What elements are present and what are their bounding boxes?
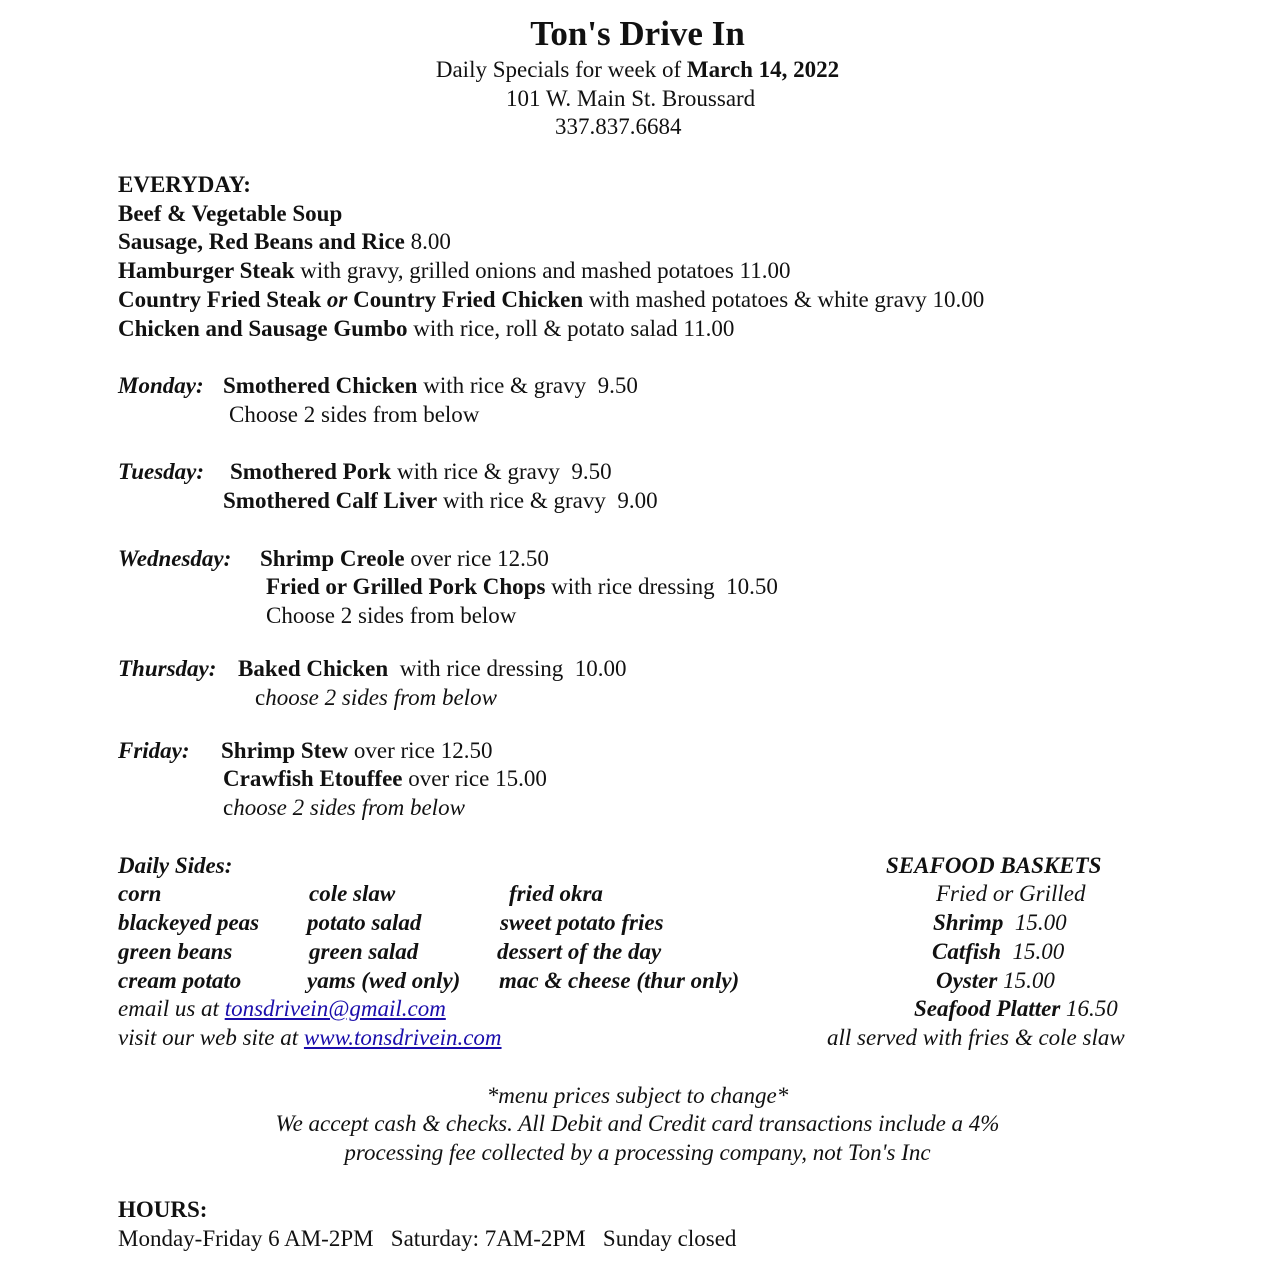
dish-detail: with gravy, grilled onions and mashed potatoes 11.00 bbox=[294, 258, 791, 283]
seafood-price: 15.00 bbox=[997, 968, 1055, 993]
dish-name: Crawfish Etouffee bbox=[223, 766, 403, 791]
address: 101 W. Main St. Broussard bbox=[506, 86, 756, 111]
seafood-price: 15.00 bbox=[1003, 910, 1067, 935]
seafood-name: Catfish bbox=[932, 939, 1002, 964]
seafood-item bbox=[932, 937, 1064, 966]
side-item: blackeyed peas bbox=[118, 910, 260, 935]
note-initial: c bbox=[255, 685, 266, 710]
side-item: green salad bbox=[309, 939, 419, 964]
thursday-note bbox=[255, 683, 497, 712]
dish-name: Shrimp Stew bbox=[221, 738, 349, 763]
email-prefix: email us at bbox=[118, 996, 225, 1021]
dish-detail: with rice dressing 10.00 bbox=[388, 656, 627, 681]
dish-name: Hamburger Steak bbox=[118, 258, 295, 283]
everyday-item bbox=[118, 285, 984, 314]
wednesday-note: Choose 2 sides from below bbox=[266, 603, 517, 628]
day-label-thursday: Thursday: bbox=[118, 656, 217, 681]
day-label-tuesday: Tuesday: bbox=[118, 459, 205, 484]
seafood-heading: SEAFOOD BASKETS bbox=[886, 853, 1102, 878]
dish-name: Smothered Chicken bbox=[223, 373, 418, 398]
friday-dish bbox=[221, 736, 493, 765]
dish-name: Sausage, Red Beans and Rice bbox=[118, 229, 405, 254]
everyday-item bbox=[118, 314, 734, 343]
day-label-monday: Monday: bbox=[118, 373, 204, 398]
payment-notice: We accept cash & checks. All Debit and Credit card transactions include a 4% bbox=[275, 1111, 1000, 1136]
seafood-price: 16.50 bbox=[1060, 996, 1118, 1021]
email-line bbox=[118, 994, 446, 1023]
email-link[interactable]: tonsdrivein@gmail.com bbox=[224, 996, 446, 1021]
monday-dish bbox=[223, 371, 638, 400]
everyday-item bbox=[118, 227, 451, 256]
dish-detail: with rice dressing 10.50 bbox=[545, 574, 778, 599]
fee-notice: processing fee collected by a processing company, not Ton's Inc bbox=[344, 1140, 931, 1165]
everyday-heading: EVERYDAY: bbox=[118, 172, 251, 197]
dish-name: Baked Chicken bbox=[238, 656, 389, 681]
seafood-item bbox=[914, 994, 1118, 1023]
side-item: cole slaw bbox=[309, 881, 396, 906]
side-item: green beans bbox=[118, 939, 233, 964]
everyday-item bbox=[118, 256, 790, 285]
dish-name: Country Fried Steak bbox=[118, 287, 327, 312]
hours-text: Monday-Friday 6 AM-2PM Saturday: 7AM-2PM Sunday closed bbox=[118, 1226, 737, 1251]
side-item: yams (wed only) bbox=[307, 968, 461, 993]
dish-name: Smothered Pork bbox=[230, 459, 392, 484]
restaurant-title: Ton's Drive In bbox=[530, 14, 745, 53]
dish-detail: with mashed potatoes & white gravy 10.00 bbox=[583, 287, 985, 312]
thursday-dish bbox=[238, 654, 626, 683]
dish-name: Country Fried Chicken bbox=[347, 287, 584, 312]
note-text: hoose 2 sides from below bbox=[233, 795, 465, 820]
seafood-name: Seafood Platter bbox=[914, 996, 1061, 1021]
week-line bbox=[0, 55, 1275, 84]
website-line bbox=[118, 1023, 502, 1052]
side-item: dessert of the day bbox=[497, 939, 662, 964]
dish-detail: over rice 15.00 bbox=[402, 766, 547, 791]
dish-detail: with rice & gravy 9.00 bbox=[437, 488, 658, 513]
week-date: March 14, 2022 bbox=[686, 57, 840, 82]
dish-name: Fried or Grilled Pork Chops bbox=[266, 574, 546, 599]
seafood-price: 15.00 bbox=[1001, 939, 1065, 964]
side-item: fried okra bbox=[509, 881, 603, 906]
seafood-subheading: Fried or Grilled bbox=[936, 881, 1086, 906]
dish-detail: over rice 12.50 bbox=[404, 546, 549, 571]
or-word: or bbox=[326, 287, 348, 312]
day-label-friday: Friday: bbox=[118, 738, 190, 763]
sides-heading: Daily Sides: bbox=[118, 853, 233, 878]
everyday-soup: Beef & Vegetable Soup bbox=[118, 201, 343, 226]
website-link[interactable]: www.tonsdrivein.com bbox=[303, 1025, 502, 1050]
dish-detail: with rice, roll & potato salad 11.00 bbox=[407, 316, 735, 341]
dish-detail: 8.00 bbox=[404, 229, 451, 254]
seafood-name: Oyster bbox=[936, 968, 998, 993]
dish-name: Shrimp Creole bbox=[260, 546, 405, 571]
dish-name: Chicken and Sausage Gumbo bbox=[118, 316, 408, 341]
seafood-name: Shrimp bbox=[933, 910, 1004, 935]
note-initial: c bbox=[223, 795, 234, 820]
tuesday-dish bbox=[223, 486, 658, 515]
website-prefix: visit our web site at bbox=[118, 1025, 304, 1050]
side-item: mac & cheese (thur only) bbox=[499, 968, 740, 993]
week-prefix: Daily Specials for week of bbox=[435, 57, 687, 82]
side-item: sweet potato fries bbox=[500, 910, 664, 935]
friday-note bbox=[223, 793, 465, 822]
day-label-wednesday: Wednesday: bbox=[118, 546, 232, 571]
note-text: hoose 2 sides from below bbox=[265, 685, 497, 710]
seafood-item bbox=[933, 908, 1067, 937]
hours-heading: HOURS: bbox=[118, 1197, 208, 1222]
monday-note: Choose 2 sides from below bbox=[229, 402, 480, 427]
side-item: cream potato bbox=[118, 968, 242, 993]
seafood-item bbox=[936, 966, 1055, 995]
side-item: potato salad bbox=[307, 910, 422, 935]
friday-dish bbox=[223, 764, 547, 793]
price-notice: *menu prices subject to change* bbox=[486, 1083, 789, 1108]
phone: 337.837.6684 bbox=[555, 114, 682, 139]
dish-name: Smothered Calf Liver bbox=[223, 488, 438, 513]
seafood-footer: all served with fries & cole slaw bbox=[827, 1025, 1125, 1050]
dish-detail: with rice & gravy 9.50 bbox=[417, 373, 638, 398]
dish-detail: with rice & gravy 9.50 bbox=[391, 459, 612, 484]
dish-detail: over rice 12.50 bbox=[348, 738, 493, 763]
wednesday-dish bbox=[266, 572, 778, 601]
wednesday-dish bbox=[260, 544, 549, 573]
side-item: corn bbox=[118, 881, 162, 906]
tuesday-dish bbox=[230, 457, 612, 486]
